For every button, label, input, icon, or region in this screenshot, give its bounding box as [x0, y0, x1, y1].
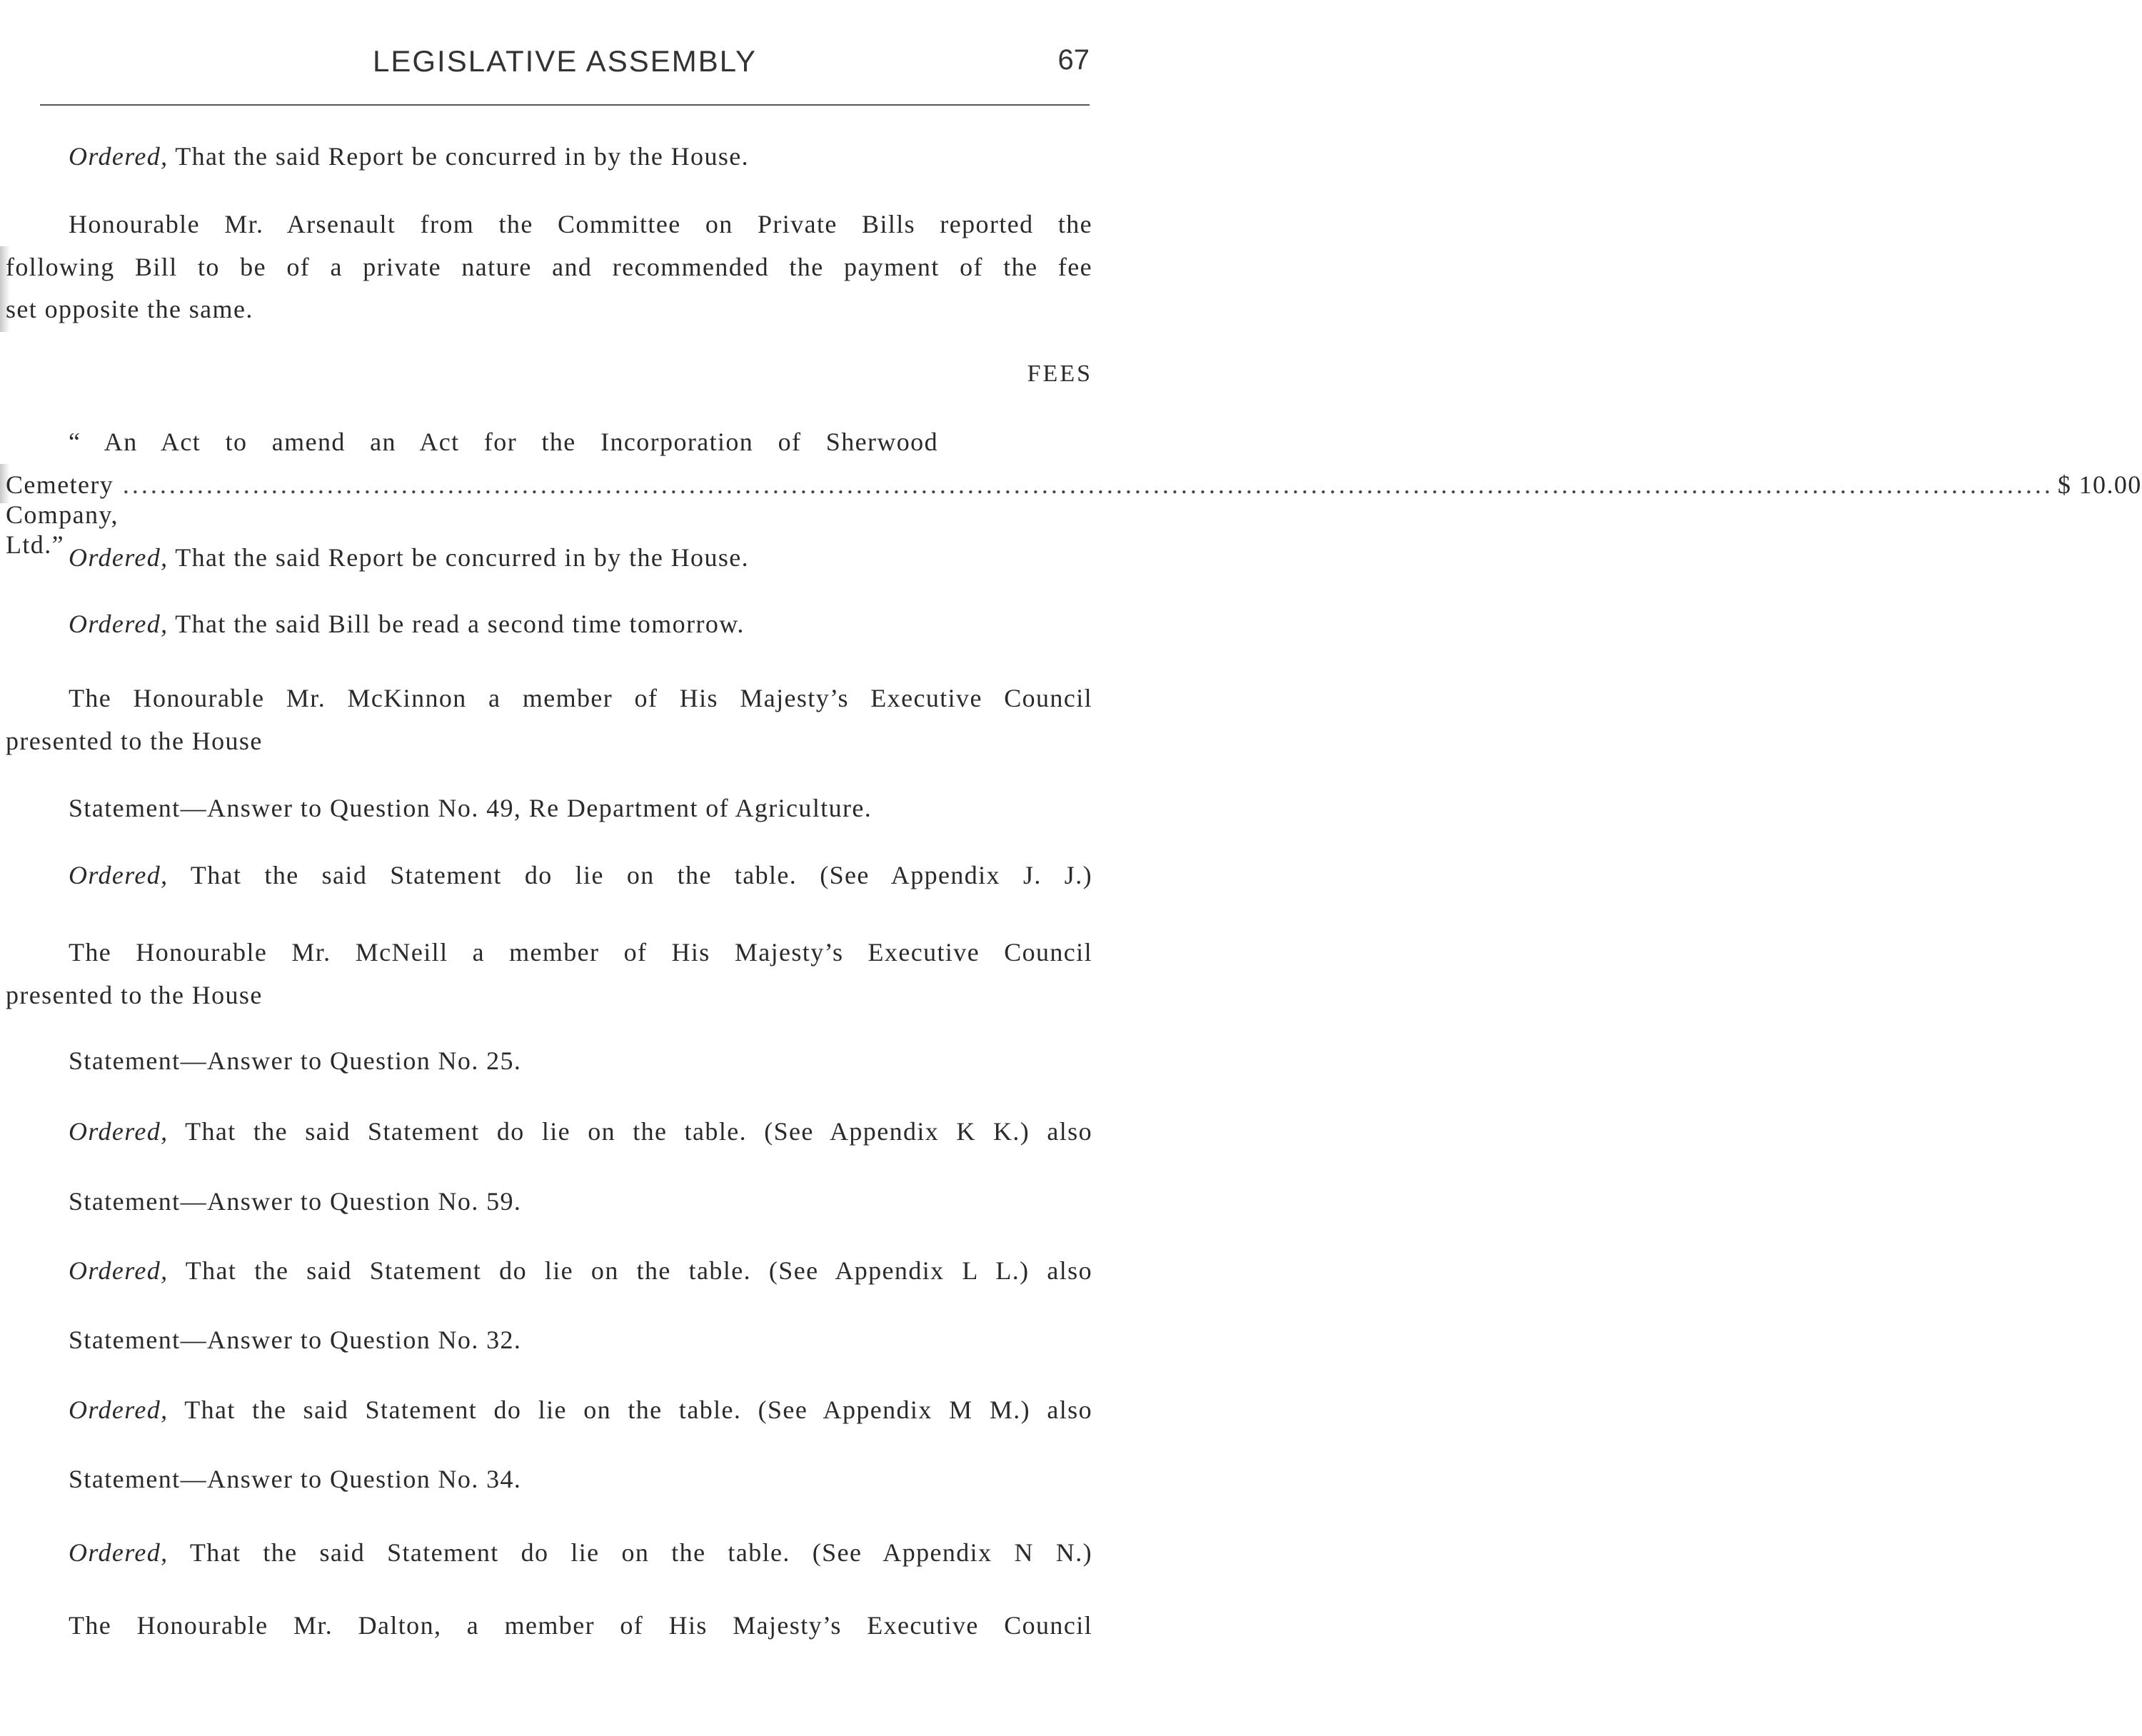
paragraph-ordered-statement: [69, 1116, 1092, 1146]
bill-title-line: Cemetery Company, Ltd.”: [6, 470, 119, 559]
paragraph-line: The Honourable Mr. McNeill a member of His Majesty’s Executive Council: [69, 938, 1092, 967]
fees-heading: FEES: [1027, 360, 1092, 387]
statement-line: Statement—Answer to Question No. 25.: [69, 1046, 522, 1075]
statement-line: Statement—Answer to Question No. 59.: [69, 1187, 522, 1216]
statement-line: Statement—Answer to Question No. 32.: [69, 1326, 522, 1354]
paragraph-line: following Bill to be of a private nature and recommended the payment of the fee: [6, 253, 1092, 281]
statement-line: Statement—Answer to Question No. 49, Re Department of Agriculture.: [69, 794, 873, 822]
paragraph-ordered-report: [69, 542, 749, 572]
fee-amount: $ 10.00: [2057, 470, 2142, 499]
paragraph-ordered-report: [69, 141, 749, 171]
paragraph-text: That the said Report be concurred in by the House.: [168, 142, 750, 171]
statement-line: Statement—Answer to Question No. 34.: [69, 1465, 522, 1493]
paragraph-ordered-statement: [69, 1256, 1092, 1286]
paragraph-text: That the said Bill be read a second time tomorrow.: [168, 610, 745, 638]
page-number: 67: [1057, 44, 1090, 76]
ordered-label: Ordered,: [69, 861, 169, 889]
paragraph-text: That the said Statement do lie on the table. (See Appendix N N.): [168, 1538, 1092, 1567]
paragraph-text: That the said Statement do lie on the table. (See Appendix J. J.): [168, 861, 1092, 889]
ordered-label: Ordered,: [69, 610, 169, 638]
ordered-label: Ordered,: [69, 1117, 169, 1146]
ordered-label: Ordered,: [69, 1396, 169, 1424]
paragraph-ordered-bill: [69, 609, 745, 639]
ordered-label: Ordered,: [69, 1538, 169, 1567]
paragraph-line: set opposite the same.: [6, 295, 253, 323]
ordered-label: Ordered,: [69, 1256, 169, 1285]
paragraph-line: The Honourable Mr. McKinnon a member of His Majesty’s Executive Council: [69, 684, 1092, 712]
paragraph-text: That the said Statement do lie on the table. (See Appendix K K.) also: [168, 1117, 1092, 1146]
ordered-label: Ordered,: [69, 543, 169, 572]
paragraph-line: presented to the House: [6, 981, 263, 1009]
ordered-label: Ordered,: [69, 142, 169, 171]
paragraph-text: That the said Statement do lie on the table. (See Appendix L L.) also: [168, 1256, 1092, 1285]
paragraph-ordered-statement: [69, 860, 1092, 890]
paragraph-line: presented to the House: [6, 727, 263, 755]
paragraph-text: That the said Statement do lie on the table. (See Appendix M M.) also: [168, 1396, 1092, 1424]
paragraph-line: The Honourable Mr. Dalton, a member of His Majesty’s Executive Council: [69, 1611, 1092, 1640]
paragraph-line: Honourable Mr. Arsenault from the Committee on Private Bills reported the: [69, 210, 1092, 238]
dot-leader: ................................................................................................................................................................................................................: [122, 470, 2053, 499]
paragraph-ordered-statement: [69, 1538, 1092, 1568]
paragraph-ordered-statement: [69, 1395, 1092, 1425]
running-title: LEGISLATIVE ASSEMBLY: [373, 44, 757, 78]
bill-title-line: “ An Act to amend an Act for the Incorporation of Sherwood: [69, 428, 938, 456]
paragraph-text: That the said Report be concurred in by the House.: [168, 543, 750, 572]
